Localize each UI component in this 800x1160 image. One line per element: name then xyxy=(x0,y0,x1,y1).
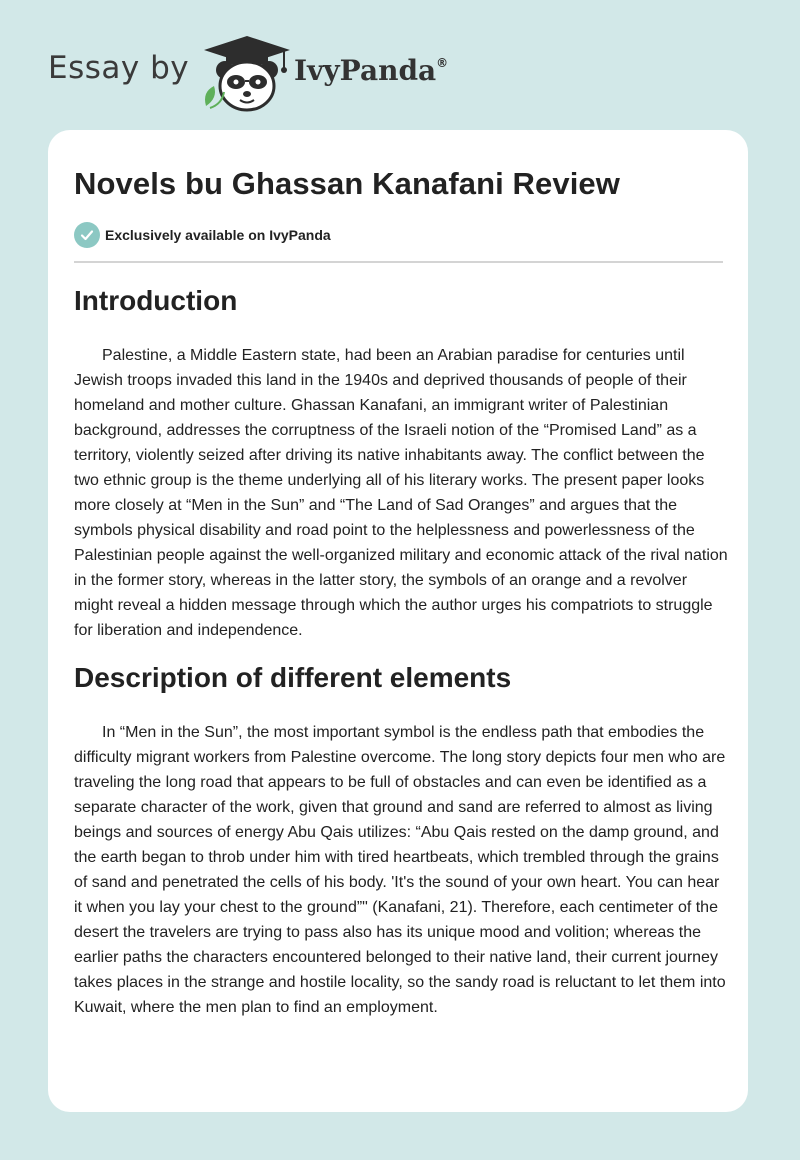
divider xyxy=(74,261,723,263)
section-paragraph-introduction: Palestine, a Middle Eastern state, had been an Arabian paradise for centuries until Jewish troops invaded this land in the 1940s and deprived thousands of people of their homeland and mother culture. Ghassan Kanafani, an immigrant writer of Palestinian background, addresses the corruptness of the Israeli notion of the “Promised Land” as a territory, violently seized after driving its native inhabitants away. The conflict between the two ethnic group is the theme underlying all of his literary works. The present paper looks more closely at “Men in the Sun” and “The Land of Sad Oranges” and argues that the symbols physical disability and road point to the helplessness and powerlessness of the Palestinian people against the well-organized military and economic attack of the rival nation in the former story, whereas in the latter story, the symbols of an orange and a revolver might reveal a hidden message through which the author urges his compatriots to struggle for liberation and independence. xyxy=(74,347,728,639)
essay-by-label: Essay by xyxy=(48,50,190,86)
article-card xyxy=(48,130,748,1112)
exclusive-badge xyxy=(74,222,331,248)
site-header xyxy=(0,0,800,130)
section-paragraph-description: In “Men in the Sun”, the most important symbol is the endless path that embodies the difficulty migrant workers from Palestine overcome. The long story depicts four men who are traveling the long road that appears to be full of obstacles and can even be identified as a separate character of the work, given that ground and sand are referred to almost as living beings and sources of energy Abu Qais utilizes: “Abu Qais rested on the damp ground, and the earth began to throb under him with tired heartbeats, which trembled through the grains of sand and penetrated the cells of his body. 'It's the sound of your own heart. You can hear it when you lay your chest to the ground”" (Kanafani, 21). Therefore, each centimeter of the desert the travelers are trying to pass also has its unique mood and volition; whereas the earlier paths the characters encountered belonged to their native land, their current journey takes places in the strange and hostile locality, so the sandy road is reluctant to let them into Kuwait, where the men plan to find an employment. xyxy=(74,724,726,1016)
page-title: Novels bu Ghassan Kanafani Review xyxy=(74,166,620,201)
brand-name[interactable]: IvyPanda® xyxy=(294,54,449,87)
section-heading-description: Description of different elements xyxy=(74,662,512,693)
check-circle-icon xyxy=(74,222,100,248)
exclusive-label: Exclusively available on IvyPanda xyxy=(105,227,331,243)
section-heading-introduction: Introduction xyxy=(74,285,238,316)
panda-graduate-icon[interactable] xyxy=(200,34,295,114)
